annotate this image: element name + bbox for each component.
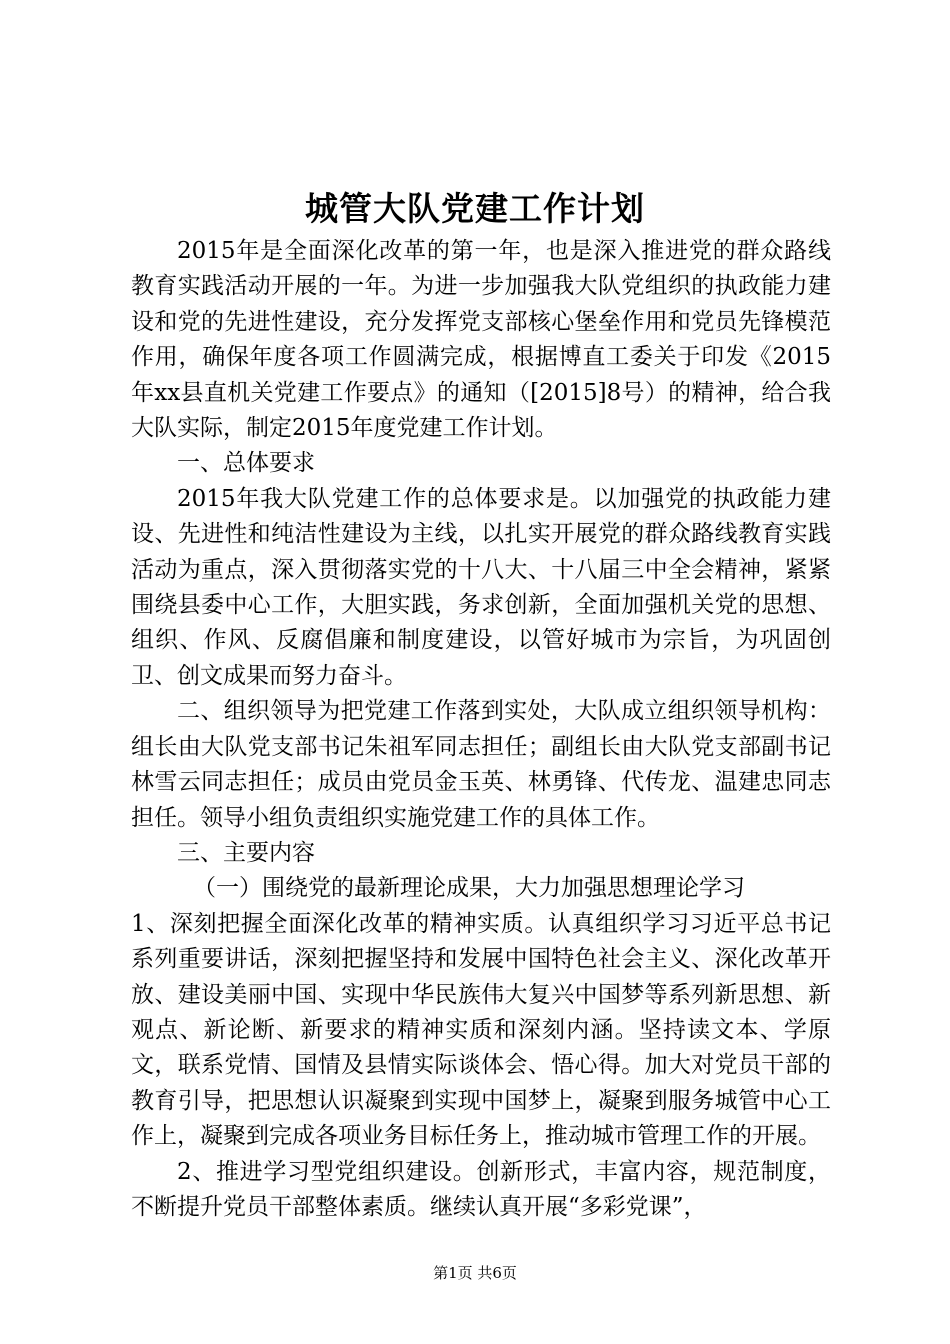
intro-paragraph: 2015年是全面深化改革的第一年，也是深入推进党的群众路线教育实践活动开展的一年。为进一步加强我大队党组织的执政能力建设和党的先进性建设，充分发挥党支部核心堡垒作用和党员先锋模范作用，确保年度各项工作圆满完成，根据博直工委关于印发《2015年xx县直机关党建工作要点》的通知（[2015]8号）的精神，给合我大队实际，制定2015年度党建工作计划。 bbox=[131, 238, 831, 442]
section-heading-main-content: 三、主要内容 bbox=[177, 839, 315, 866]
organization-leadership-paragraph: 二、组织领导为把党建工作落到实处，大队成立组织领导机构：组长由大队党支部书记朱祖军同志担任；副组长由大队党支部副书记林雪云同志担任；成员由党员金玉英、林勇锋、代传龙、温建忠同志担任。领导小组负责组织实施党建工作的具体工作。 bbox=[131, 698, 831, 831]
item-1-paragraph: 1、深刻把握全面深化改革的精神实质。认真组织学习习近平总书记系列重要讲话，深刻把握坚持和发展中国特色社会主义、深化改革开放、建设美丽中国、实现中华民族伟大复兴中国梦等系列新思想、新观点、新论断、新要求的精神实质和深刻内涵。坚持读文本、学原文，联系党情、国情及县情实际谈体会、悟心得。加大对党员干部的教育引导，把思想认识凝聚到实现中国梦上，凝聚到服务城管中心工作上，凝聚到完成各项业务目标任务上，推动城市管理工作的开展。 bbox=[131, 910, 831, 1150]
subsection-heading-theory-study: （一）围绕党的最新理论成果，大力加强思想理论学习 bbox=[193, 875, 745, 902]
section-heading-general-requirements: 一、总体要求 bbox=[177, 450, 315, 477]
document-body bbox=[131, 234, 831, 1225]
general-requirements-paragraph: 2015年我大队党建工作的总体要求是。以加强党的执政能力建设、先进性和纯洁性建设为主线，以扎实开展党的群众路线教育实践活动为重点，深入贯彻落实党的十八大、十八届三中全会精神，紧紧围绕县委中心工作，大胆实践，务求创新，全面加强机关党的思想、组织、作风、反腐倡廉和制度建设，以管好城市为宗旨，为巩固创卫、创文成果而努力奋斗。 bbox=[131, 485, 831, 689]
document-title: 城管大队党建工作计划 bbox=[305, 189, 645, 228]
page-footer: 第1页 共6页 bbox=[433, 1264, 517, 1282]
item-2-paragraph: 2、推进学习型党组织建设。创新形式，丰富内容，规范制度，不断提升党员干部整体素质。继续认真开展“多彩党课”， bbox=[131, 1158, 831, 1220]
